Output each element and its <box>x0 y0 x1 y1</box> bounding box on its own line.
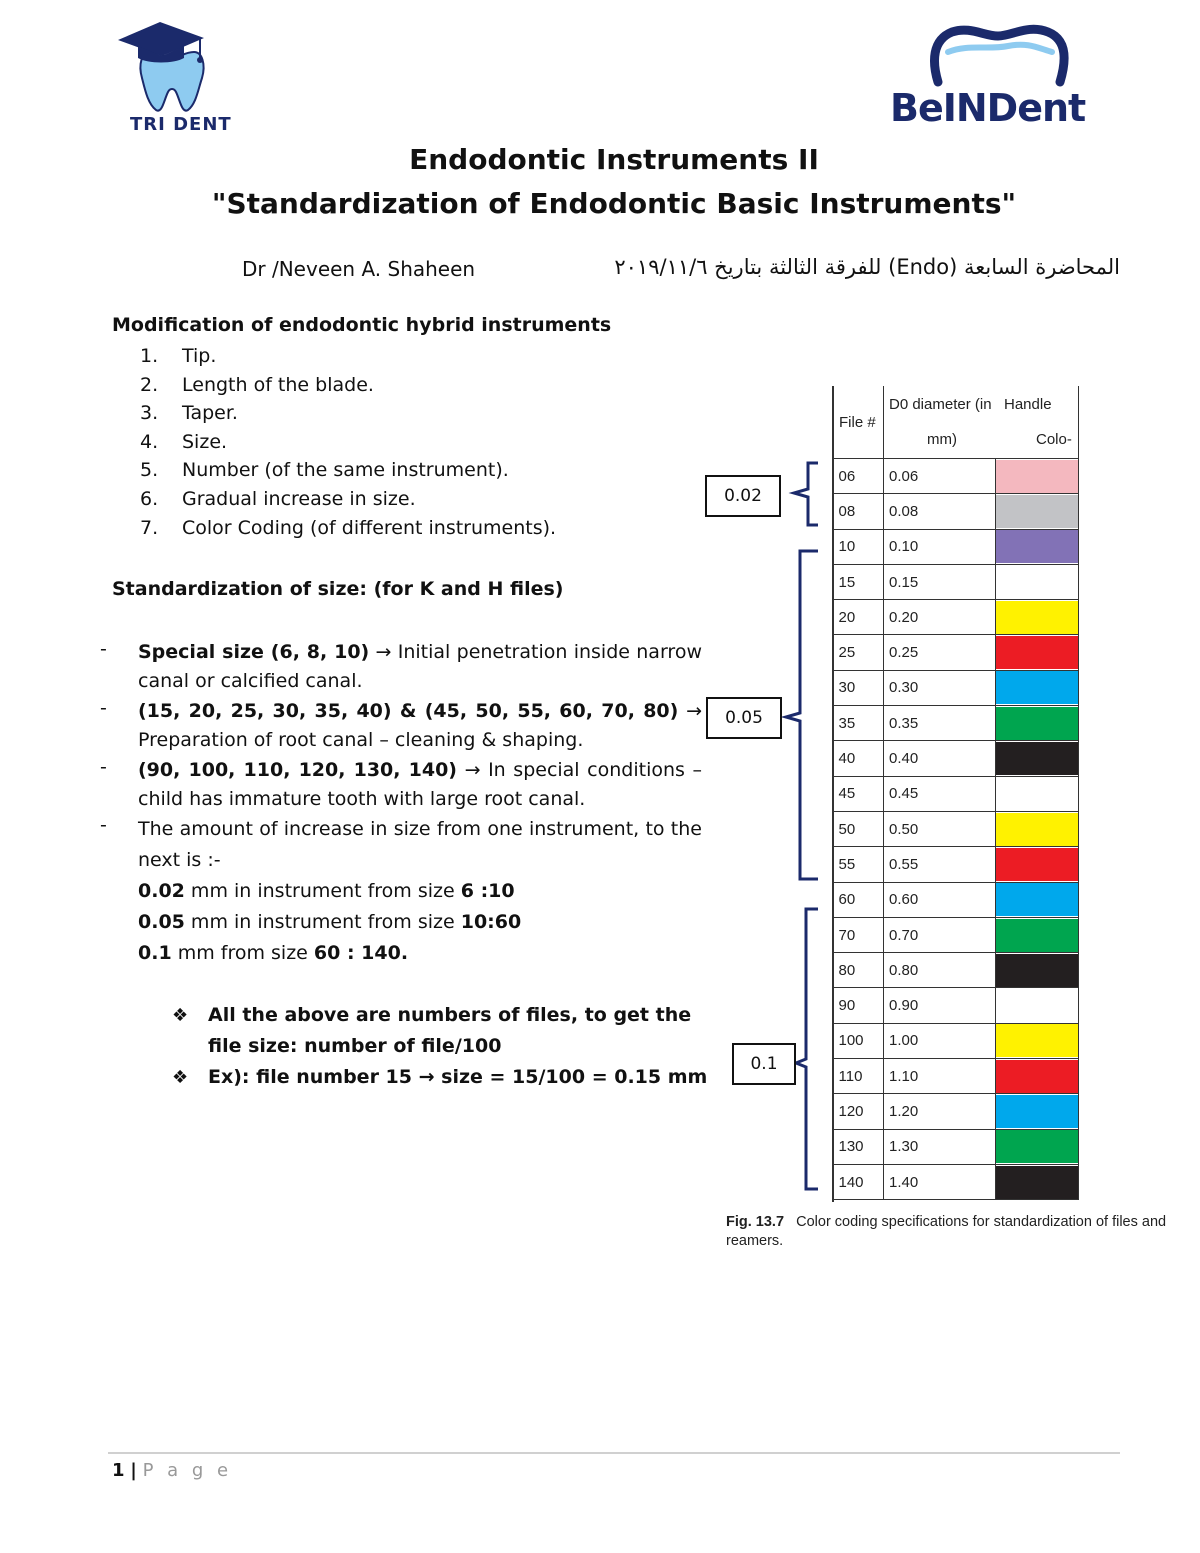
file-number: 70 <box>833 917 884 952</box>
handle-color-cell <box>996 988 1079 1023</box>
d0-diameter: 1.30 <box>884 1129 996 1164</box>
color-swatch <box>996 1130 1078 1163</box>
tooth-outline-icon <box>888 22 1108 92</box>
handle-color-cell <box>996 917 1079 952</box>
handle-color-cell <box>996 635 1079 670</box>
lecture-info-arabic: المحاضرة السابعة (Endo) للفرقة الثالثة بتاريخ ٢٠١٩/١١/٦ <box>614 255 1120 279</box>
file-number: 40 <box>833 741 884 776</box>
table-row <box>833 776 1079 811</box>
d0-diameter: 1.00 <box>884 1023 996 1058</box>
color-swatch <box>996 742 1078 775</box>
d0-diameter: 0.20 <box>884 600 996 635</box>
page-number: 1 <box>112 1460 125 1481</box>
table-header-row <box>833 386 1079 459</box>
bracket-01 <box>796 909 818 1189</box>
color-swatch <box>996 848 1078 881</box>
table-row <box>833 917 1079 952</box>
handle-color-cell <box>996 600 1079 635</box>
d0-diameter: 0.25 <box>884 635 996 670</box>
d0-diameter: 0.80 <box>884 953 996 988</box>
file-number: 50 <box>833 811 884 846</box>
color-swatch <box>996 707 1078 740</box>
handle-color-cell <box>996 811 1079 846</box>
handle-color-cell <box>996 882 1079 917</box>
color-swatch <box>996 460 1078 493</box>
d0-diameter: 0.35 <box>884 706 996 741</box>
color-swatch <box>996 813 1078 846</box>
d0-diameter: 1.20 <box>884 1094 996 1129</box>
increment-label-005: 0.05 <box>706 697 782 739</box>
handle-color-cell <box>996 494 1079 529</box>
d0-diameter: 0.70 <box>884 917 996 952</box>
d0-diameter: 0.55 <box>884 847 996 882</box>
color-swatch <box>996 636 1078 669</box>
file-number: 10 <box>833 529 884 564</box>
diamond-bullet-icon: ❖ <box>172 1067 189 1088</box>
handle-color-cell <box>996 564 1079 599</box>
file-number: 120 <box>833 1094 884 1129</box>
table-row <box>833 988 1079 1023</box>
header-d0-unit: mm) <box>927 431 957 448</box>
list-item: 4. Size. <box>140 430 228 453</box>
bracket-002 <box>794 463 818 525</box>
table-row <box>833 1094 1079 1129</box>
file-number: 110 <box>833 1059 884 1094</box>
modification-list <box>140 342 556 542</box>
figure-caption: Fig. 13.7 Color coding specifications for standardization of files and reamers. <box>726 1214 1167 1249</box>
bracket-005 <box>786 551 818 879</box>
color-coding-figure <box>832 386 1086 1200</box>
handle-color-cell <box>996 741 1079 776</box>
list-item: 1. Tip. <box>140 345 217 367</box>
handle-color-cell <box>996 1059 1079 1094</box>
page-word: P a g e <box>142 1460 233 1481</box>
file-number: 55 <box>833 847 884 882</box>
table-row <box>833 459 1079 494</box>
beindent-logo <box>888 22 1108 132</box>
increment-label-01: 0.1 <box>732 1043 796 1085</box>
table-row <box>833 882 1079 917</box>
color-swatch <box>996 1095 1078 1128</box>
table-row <box>833 953 1079 988</box>
color-swatch <box>996 530 1078 563</box>
tooth-graduation-cap-icon <box>112 12 247 117</box>
handle-color-cell <box>996 529 1079 564</box>
d0-diameter: 0.30 <box>884 670 996 705</box>
header-color: Colo- <box>1036 431 1072 448</box>
list-item: 3. Taper. <box>140 402 238 425</box>
d0-diameter: 0.90 <box>884 988 996 1023</box>
handle-color-cell <box>996 847 1079 882</box>
file-number: 60 <box>833 882 884 917</box>
file-number: 45 <box>833 776 884 811</box>
file-number: 90 <box>833 988 884 1023</box>
d0-diameter: 0.06 <box>884 459 996 494</box>
page-footer: 1 | P a g e <box>112 1460 233 1481</box>
increment-line: 0.1 mm from size 60 : 140. <box>138 942 409 964</box>
table-row <box>833 670 1079 705</box>
increment-line: 0.02 mm in instrument from size 6 :10 <box>138 880 515 902</box>
color-swatch <box>996 495 1078 528</box>
file-number: 35 <box>833 706 884 741</box>
handle-color-cell <box>996 1164 1079 1199</box>
footer-divider <box>108 1452 1120 1454</box>
handle-color-cell <box>996 459 1079 494</box>
increment-label-002: 0.02 <box>705 475 781 517</box>
color-swatch <box>996 919 1078 952</box>
table-row <box>833 600 1079 635</box>
logo-left-text: TRI DENT <box>130 114 232 135</box>
table-row <box>833 1023 1079 1058</box>
d0-diameter: 0.10 <box>884 529 996 564</box>
color-swatch <box>996 1166 1078 1199</box>
file-number: 20 <box>833 600 884 635</box>
diamond-bullet-icon: ❖ <box>172 1005 189 1026</box>
increment-line: 0.05 mm in instrument from size 10:60 <box>138 911 522 933</box>
table-row <box>833 564 1079 599</box>
table-row <box>833 811 1079 846</box>
color-swatch <box>996 883 1078 916</box>
handle-color-cell <box>996 953 1079 988</box>
d0-diameter: 0.15 <box>884 564 996 599</box>
table-row <box>833 847 1079 882</box>
page-subtitle: "Standardization of Endodontic Basic Instruments" <box>211 187 1017 220</box>
color-swatch <box>996 671 1078 704</box>
list-item: 2. Length of the blade. <box>140 373 374 396</box>
logo-right-text: BeINDent <box>890 86 1086 130</box>
d0-diameter: 0.45 <box>884 776 996 811</box>
d0-diameter: 0.40 <box>884 741 996 776</box>
page-title: Endodontic Instruments II <box>409 143 819 176</box>
handle-color-cell <box>996 706 1079 741</box>
modification-heading: Modification of endodontic hybrid instruments <box>112 314 612 336</box>
file-number: 25 <box>833 635 884 670</box>
handle-color-cell <box>996 1094 1079 1129</box>
color-swatch <box>996 954 1078 987</box>
file-number: 08 <box>833 494 884 529</box>
table-row <box>833 494 1079 529</box>
color-swatch <box>996 601 1078 634</box>
file-number: 80 <box>833 953 884 988</box>
d0-diameter: 1.40 <box>884 1164 996 1199</box>
file-number: 140 <box>833 1164 884 1199</box>
file-number: 06 <box>833 459 884 494</box>
standardization-heading: Standardization of size: (for K and H files) <box>112 578 564 600</box>
color-swatch <box>996 1024 1078 1057</box>
d0-diameter: 1.10 <box>884 1059 996 1094</box>
handle-color-cell <box>996 670 1079 705</box>
color-swatch <box>996 777 1078 810</box>
list-item: 6. Gradual increase in size. <box>140 487 416 510</box>
tri-dent-logo <box>112 12 247 137</box>
d0-diameter: 0.08 <box>884 494 996 529</box>
table-row <box>833 706 1079 741</box>
handle-color-cell <box>996 776 1079 811</box>
header-handle: Handle <box>1004 396 1052 413</box>
table-row <box>833 741 1079 776</box>
file-number: 30 <box>833 670 884 705</box>
color-swatch <box>996 989 1078 1022</box>
table-row <box>833 1059 1079 1094</box>
file-number: 130 <box>833 1129 884 1164</box>
file-number: 15 <box>833 564 884 599</box>
table-row <box>833 529 1079 564</box>
d0-diameter: 0.50 <box>884 811 996 846</box>
header-d0: D0 diameter (in <box>889 396 992 413</box>
table-row <box>833 1164 1079 1199</box>
table-row <box>833 635 1079 670</box>
color-swatch <box>996 566 1078 599</box>
color-swatch <box>996 1060 1078 1093</box>
author: Dr /Neveen A. Shaheen <box>242 257 476 281</box>
table-row <box>833 1129 1079 1164</box>
handle-color-cell <box>996 1129 1079 1164</box>
color-coding-table <box>832 386 1079 1200</box>
d0-diameter: 0.60 <box>884 882 996 917</box>
list-item: 7. Color Coding (of different instruments). <box>140 516 557 539</box>
file-number: 100 <box>833 1023 884 1058</box>
list-item: 5. Number (of the same instrument). <box>140 459 509 482</box>
header-file: File # <box>839 413 876 431</box>
handle-color-cell <box>996 1023 1079 1058</box>
